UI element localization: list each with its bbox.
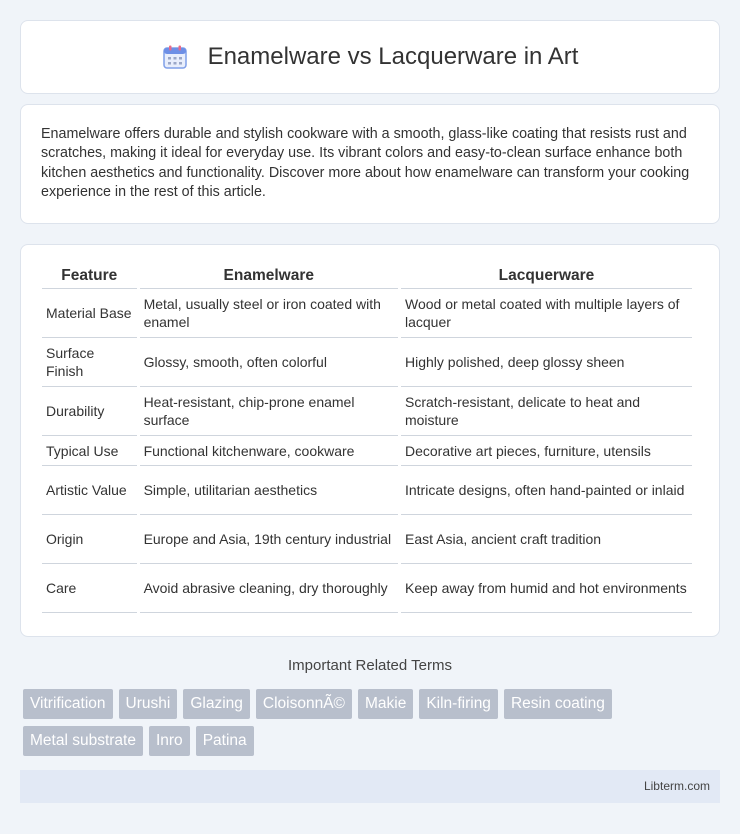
table-row (42, 466, 692, 515)
tag-urushi[interactable]: Urushi (119, 689, 178, 719)
calendar-icon (162, 44, 188, 70)
header-lacquerware: Lacquerware (401, 267, 692, 289)
tag-patina[interactable]: Patina (196, 726, 254, 756)
row-lacquerware: Keep away from humid and hot environments (401, 564, 692, 613)
row-enamelware: Heat-resistant, chip-prone enamel surface (140, 387, 398, 436)
row-feature: Care (42, 564, 137, 613)
intro-card (20, 104, 720, 224)
tag-makie[interactable]: Makie (358, 689, 413, 719)
footer-site-link[interactable]: Libterm.com (643, 779, 710, 793)
tag-vitrification[interactable]: Vitrification (23, 689, 113, 719)
comparison-table-card (20, 244, 720, 637)
related-terms-tags (23, 689, 703, 756)
row-lacquerware: Decorative art pieces, furniture, utensils (401, 436, 692, 466)
row-lacquerware: Intricate designs, often hand-painted or inlaid (401, 466, 692, 515)
row-feature: Typical Use (42, 436, 137, 466)
header-enamelware: Enamelware (140, 267, 398, 289)
row-feature: Material Base (42, 289, 137, 338)
page-title: Enamelware vs Lacquerware in Art (207, 43, 579, 70)
row-enamelware: Avoid abrasive cleaning, dry thoroughly (140, 564, 398, 613)
row-feature: Artistic Value (42, 466, 137, 515)
table-header-row (42, 267, 692, 289)
row-lacquerware: Highly polished, deep glossy sheen (401, 338, 692, 387)
tag-resin-coating[interactable]: Resin coating (504, 689, 612, 719)
table-row (42, 436, 692, 466)
table-row (42, 564, 692, 613)
tag-inro[interactable]: Inro (149, 726, 190, 756)
header-feature: Feature (42, 267, 137, 289)
row-lacquerware: Scratch-resistant, delicate to heat and moisture (401, 387, 692, 436)
row-feature: Surface Finish (42, 338, 137, 387)
row-lacquerware: East Asia, ancient craft tradition (401, 515, 692, 564)
row-enamelware: Functional kitchenware, cookware (140, 436, 398, 466)
table-row (42, 387, 692, 436)
table-row (42, 515, 692, 564)
table-row (42, 289, 692, 338)
row-enamelware: Europe and Asia, 19th century industrial (140, 515, 398, 564)
tag-kiln-firing[interactable]: Kiln-firing (419, 689, 498, 719)
row-enamelware: Simple, utilitarian aesthetics (140, 466, 398, 515)
tag-cloisonne[interactable]: CloisonnÃ© (256, 689, 352, 719)
footer (20, 770, 720, 803)
tag-glazing[interactable]: Glazing (183, 689, 250, 719)
row-enamelware: Glossy, smooth, often colorful (140, 338, 398, 387)
row-enamelware: Metal, usually steel or iron coated with enamel (140, 289, 398, 338)
comparison-table (39, 267, 695, 613)
header-card (20, 20, 720, 94)
related-terms-title: Important Related Terms (288, 657, 452, 674)
row-feature: Origin (42, 515, 137, 564)
tag-metal-substrate[interactable]: Metal substrate (23, 726, 143, 756)
row-feature: Durability (42, 387, 137, 436)
intro-text: Enamelware offers durable and stylish cookware with a smooth, glass-like coating that resists rust and scratches, making it ideal for everyday use. Its vibrant colors and easy-to-clean surface enhance both kitchen aesthetics and functionality. Discover more about how enamelware can transform your cooking experience in the rest of this article. (41, 126, 690, 200)
row-lacquerware: Wood or metal coated with multiple layers of lacquer (401, 289, 692, 338)
table-row (42, 338, 692, 387)
